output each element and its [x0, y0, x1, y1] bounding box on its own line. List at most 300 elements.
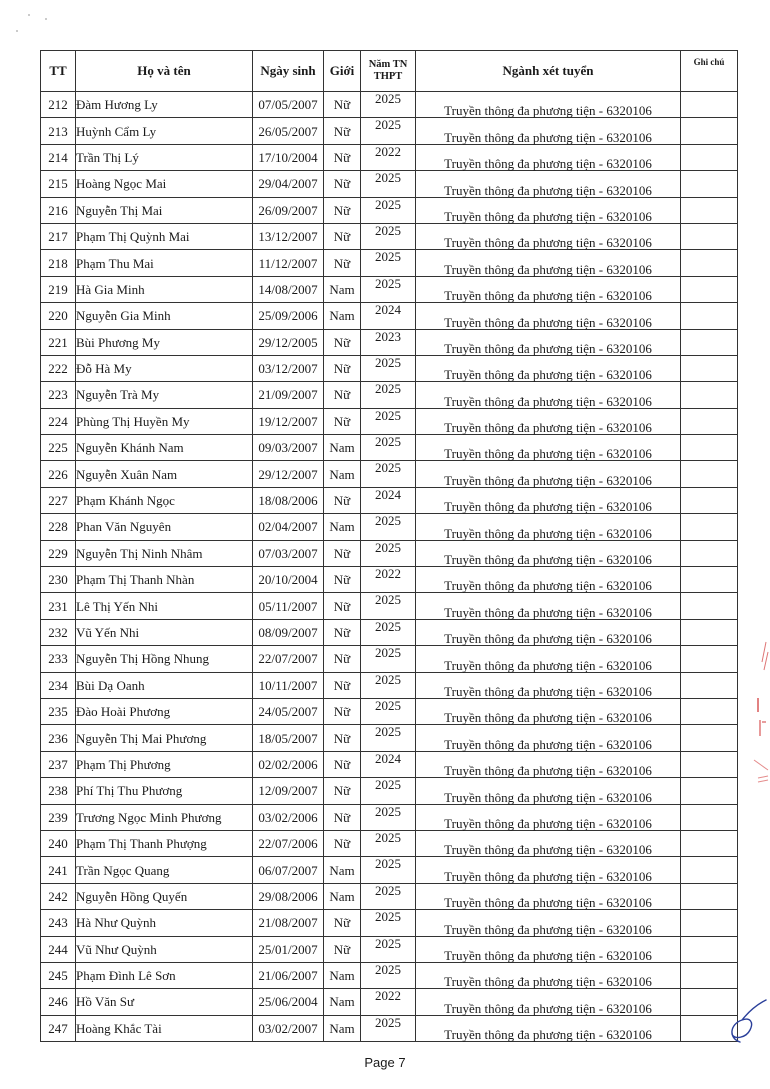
major-cell: Truyền thông đa phương tiện - 6320106	[416, 92, 681, 118]
graduation-year-cell: 2025	[361, 698, 416, 724]
row-number-cell: 241	[41, 857, 76, 883]
table-row	[41, 250, 738, 276]
row-number-cell: 240	[41, 830, 76, 856]
row-number-cell: 242	[41, 883, 76, 909]
major-cell: Truyền thông đa phương tiện - 6320106	[416, 619, 681, 645]
major-cell: Truyền thông đa phương tiện - 6320106	[416, 646, 681, 672]
graduation-year-cell: 2025	[361, 461, 416, 487]
gender-cell: Nữ	[324, 197, 361, 223]
graduation-year-cell: 2024	[361, 303, 416, 329]
row-number-cell: 224	[41, 408, 76, 434]
note-cell	[681, 461, 738, 487]
graduation-year-cell: 2022	[361, 989, 416, 1015]
major-cell: Truyền thông đa phương tiện - 6320106	[416, 250, 681, 276]
row-number-cell: 245	[41, 962, 76, 988]
table-row	[41, 830, 738, 856]
major-cell: Truyền thông đa phương tiện - 6320106	[416, 540, 681, 566]
major-cell: Truyền thông đa phương tiện - 6320106	[416, 989, 681, 1015]
gender-cell: Nam	[324, 857, 361, 883]
graduation-year-cell: 2025	[361, 92, 416, 118]
table-row	[41, 92, 738, 118]
table-body	[41, 92, 738, 1042]
note-cell	[681, 804, 738, 830]
gender-cell: Nữ	[324, 487, 361, 513]
major-cell: Truyền thông đa phương tiện - 6320106	[416, 883, 681, 909]
note-cell	[681, 171, 738, 197]
row-number-cell: 233	[41, 646, 76, 672]
header-sex: Giới	[324, 51, 361, 92]
graduation-year-cell: 2025	[361, 857, 416, 883]
date-of-birth-cell: 25/01/2007	[253, 936, 324, 962]
row-number-cell: 234	[41, 672, 76, 698]
gender-cell: Nữ	[324, 408, 361, 434]
candidate-name-cell: Bùi Phương My	[76, 329, 253, 355]
candidate-name-cell: Vũ Như Quỳnh	[76, 936, 253, 962]
major-cell: Truyền thông đa phương tiện - 6320106	[416, 962, 681, 988]
note-cell	[681, 751, 738, 777]
note-cell	[681, 197, 738, 223]
row-number-cell: 232	[41, 619, 76, 645]
header-graduation-year	[361, 51, 416, 92]
date-of-birth-cell: 11/12/2007	[253, 250, 324, 276]
candidate-name-cell: Đào Hoài Phương	[76, 698, 253, 724]
note-cell	[681, 382, 738, 408]
gender-cell: Nữ	[324, 751, 361, 777]
table-row	[41, 778, 738, 804]
major-cell: Truyền thông đa phương tiện - 6320106	[416, 197, 681, 223]
date-of-birth-cell: 13/12/2007	[253, 223, 324, 249]
row-number-cell: 227	[41, 487, 76, 513]
graduation-year-cell: 2022	[361, 567, 416, 593]
candidate-name-cell: Phạm Thu Mai	[76, 250, 253, 276]
graduation-year-cell: 2025	[361, 619, 416, 645]
gender-cell: Nữ	[324, 355, 361, 381]
candidate-name-cell: Hồ Văn Sư	[76, 989, 253, 1015]
row-number-cell: 215	[41, 171, 76, 197]
table-row	[41, 355, 738, 381]
candidate-name-cell: Nguyễn Gia Minh	[76, 303, 253, 329]
candidate-name-cell: Đỗ Hà My	[76, 355, 253, 381]
row-number-cell: 221	[41, 329, 76, 355]
candidate-name-cell: Nguyễn Xuân Nam	[76, 461, 253, 487]
table-row	[41, 461, 738, 487]
table-row	[41, 382, 738, 408]
date-of-birth-cell: 25/09/2006	[253, 303, 324, 329]
major-cell: Truyền thông đa phương tiện - 6320106	[416, 118, 681, 144]
row-number-cell: 223	[41, 382, 76, 408]
major-cell: Truyền thông đa phương tiện - 6320106	[416, 778, 681, 804]
candidate-name-cell: Phí Thị Thu Phương	[76, 778, 253, 804]
graduation-year-cell: 2023	[361, 329, 416, 355]
candidate-name-cell: Hoàng Ngọc Mai	[76, 171, 253, 197]
candidate-name-cell: Phạm Khánh Ngọc	[76, 487, 253, 513]
table-row	[41, 646, 738, 672]
candidate-name-cell: Phạm Thị Phương	[76, 751, 253, 777]
note-cell	[681, 435, 738, 461]
stamp-edge-marks	[748, 640, 770, 790]
note-cell	[681, 514, 738, 540]
gender-cell: Nam	[324, 1015, 361, 1041]
date-of-birth-cell: 17/10/2004	[253, 144, 324, 170]
scan-speck	[16, 30, 18, 32]
note-cell	[681, 936, 738, 962]
table-row	[41, 144, 738, 170]
table-row	[41, 1015, 738, 1041]
row-number-cell: 246	[41, 989, 76, 1015]
graduation-year-cell: 2025	[361, 408, 416, 434]
graduation-year-cell: 2025	[361, 830, 416, 856]
gender-cell: Nữ	[324, 778, 361, 804]
table-header	[41, 51, 738, 92]
table-row	[41, 118, 738, 144]
table-row	[41, 435, 738, 461]
row-number-cell: 228	[41, 514, 76, 540]
scan-speck	[28, 14, 30, 16]
row-number-cell: 235	[41, 698, 76, 724]
row-number-cell: 244	[41, 936, 76, 962]
major-cell: Truyền thông đa phương tiện - 6320106	[416, 382, 681, 408]
gender-cell: Nữ	[324, 329, 361, 355]
graduation-year-cell: 2025	[361, 672, 416, 698]
gender-cell: Nữ	[324, 910, 361, 936]
major-cell: Truyền thông đa phương tiện - 6320106	[416, 857, 681, 883]
major-cell: Truyền thông đa phương tiện - 6320106	[416, 303, 681, 329]
major-cell: Truyền thông đa phương tiện - 6320106	[416, 567, 681, 593]
note-cell	[681, 698, 738, 724]
page-number: Page 7	[364, 1055, 406, 1070]
gender-cell: Nam	[324, 989, 361, 1015]
date-of-birth-cell: 29/08/2006	[253, 883, 324, 909]
table-row	[41, 408, 738, 434]
graduation-year-cell: 2025	[361, 276, 416, 302]
gender-cell: Nữ	[324, 698, 361, 724]
candidate-name-cell: Trần Thị Lý	[76, 144, 253, 170]
candidate-name-cell: Hà Gia Minh	[76, 276, 253, 302]
gender-cell: Nữ	[324, 223, 361, 249]
date-of-birth-cell: 14/08/2007	[253, 276, 324, 302]
gender-cell: Nữ	[324, 936, 361, 962]
gender-cell: Nữ	[324, 540, 361, 566]
note-cell	[681, 355, 738, 381]
graduation-year-cell: 2025	[361, 514, 416, 540]
note-cell	[681, 567, 738, 593]
date-of-birth-cell: 25/06/2004	[253, 989, 324, 1015]
note-cell	[681, 883, 738, 909]
note-cell	[681, 144, 738, 170]
candidate-name-cell: Trần Ngọc Quang	[76, 857, 253, 883]
row-number-cell: 229	[41, 540, 76, 566]
note-cell	[681, 778, 738, 804]
date-of-birth-cell: 24/05/2007	[253, 698, 324, 724]
major-cell: Truyền thông đa phương tiện - 6320106	[416, 698, 681, 724]
table-row	[41, 303, 738, 329]
note-cell	[681, 593, 738, 619]
graduation-year-cell: 2025	[361, 646, 416, 672]
table-row	[41, 883, 738, 909]
date-of-birth-cell: 06/07/2007	[253, 857, 324, 883]
header-graduation-line2: THPT	[373, 71, 403, 82]
date-of-birth-cell: 21/06/2007	[253, 962, 324, 988]
major-cell: Truyền thông đa phương tiện - 6320106	[416, 461, 681, 487]
table-row	[41, 276, 738, 302]
date-of-birth-cell: 08/09/2007	[253, 619, 324, 645]
table-row	[41, 223, 738, 249]
candidate-name-cell: Phan Văn Nguyên	[76, 514, 253, 540]
table-row	[41, 619, 738, 645]
candidate-name-cell: Nguyễn Thị Mai	[76, 197, 253, 223]
note-cell	[681, 250, 738, 276]
candidate-name-cell: Hoàng Khắc Tài	[76, 1015, 253, 1041]
gender-cell: Nữ	[324, 646, 361, 672]
gender-cell: Nam	[324, 514, 361, 540]
row-number-cell: 231	[41, 593, 76, 619]
date-of-birth-cell: 09/03/2007	[253, 435, 324, 461]
date-of-birth-cell: 22/07/2006	[253, 830, 324, 856]
table-row	[41, 672, 738, 698]
note-cell	[681, 910, 738, 936]
date-of-birth-cell: 26/09/2007	[253, 197, 324, 223]
gender-cell: Nữ	[324, 830, 361, 856]
note-cell	[681, 540, 738, 566]
major-cell: Truyền thông đa phương tiện - 6320106	[416, 804, 681, 830]
candidate-name-cell: Nguyễn Trà My	[76, 382, 253, 408]
gender-cell: Nam	[324, 962, 361, 988]
table-row	[41, 804, 738, 830]
graduation-year-cell: 2025	[361, 1015, 416, 1041]
row-number-cell: 243	[41, 910, 76, 936]
gender-cell: Nam	[324, 883, 361, 909]
gender-cell: Nữ	[324, 144, 361, 170]
graduation-year-cell: 2025	[361, 962, 416, 988]
graduation-year-cell: 2025	[361, 936, 416, 962]
graduation-year-cell: 2025	[361, 725, 416, 751]
gender-cell: Nữ	[324, 382, 361, 408]
major-cell: Truyền thông đa phương tiện - 6320106	[416, 725, 681, 751]
candidate-name-cell: Trương Ngọc Minh Phương	[76, 804, 253, 830]
candidate-name-cell: Phạm Đình Lê Sơn	[76, 962, 253, 988]
date-of-birth-cell: 29/12/2005	[253, 329, 324, 355]
graduation-year-cell: 2025	[361, 223, 416, 249]
table-row	[41, 514, 738, 540]
gender-cell: Nữ	[324, 567, 361, 593]
date-of-birth-cell: 21/08/2007	[253, 910, 324, 936]
graduation-year-cell: 2025	[361, 593, 416, 619]
table-row	[41, 989, 738, 1015]
row-number-cell: 214	[41, 144, 76, 170]
major-cell: Truyền thông đa phương tiện - 6320106	[416, 223, 681, 249]
note-cell	[681, 223, 738, 249]
date-of-birth-cell: 29/04/2007	[253, 171, 324, 197]
graduation-year-cell: 2025	[361, 778, 416, 804]
row-number-cell: 217	[41, 223, 76, 249]
table-row	[41, 197, 738, 223]
table-row	[41, 725, 738, 751]
gender-cell: Nam	[324, 435, 361, 461]
graduation-year-cell: 2025	[361, 382, 416, 408]
major-cell: Truyền thông đa phương tiện - 6320106	[416, 329, 681, 355]
major-cell: Truyền thông đa phương tiện - 6320106	[416, 435, 681, 461]
date-of-birth-cell: 07/03/2007	[253, 540, 324, 566]
table-row	[41, 936, 738, 962]
graduation-year-cell: 2024	[361, 487, 416, 513]
candidate-table	[40, 50, 738, 1042]
graduation-year-cell: 2025	[361, 250, 416, 276]
gender-cell: Nam	[324, 461, 361, 487]
row-number-cell: 236	[41, 725, 76, 751]
candidate-name-cell: Hà Như Quỳnh	[76, 910, 253, 936]
candidate-name-cell: Nguyễn Hồng Quyến	[76, 883, 253, 909]
candidate-name-cell: Phạm Thị Thanh Phượng	[76, 830, 253, 856]
note-cell	[681, 857, 738, 883]
gender-cell: Nữ	[324, 593, 361, 619]
header-name: Họ và tên	[76, 51, 253, 92]
table-row	[41, 540, 738, 566]
row-number-cell: 247	[41, 1015, 76, 1041]
major-cell: Truyền thông đa phương tiện - 6320106	[416, 355, 681, 381]
candidate-name-cell: Phạm Thị Quỳnh Mai	[76, 223, 253, 249]
gender-cell: Nữ	[324, 92, 361, 118]
note-cell	[681, 619, 738, 645]
date-of-birth-cell: 26/05/2007	[253, 118, 324, 144]
table-row	[41, 567, 738, 593]
signature-mark	[720, 980, 768, 1050]
gender-cell: Nữ	[324, 171, 361, 197]
graduation-year-cell: 2025	[361, 883, 416, 909]
date-of-birth-cell: 18/08/2006	[253, 487, 324, 513]
table-row	[41, 910, 738, 936]
table-row	[41, 962, 738, 988]
note-cell	[681, 276, 738, 302]
gender-cell: Nữ	[324, 619, 361, 645]
graduation-year-cell: 2025	[361, 804, 416, 830]
gender-cell: Nữ	[324, 725, 361, 751]
header-dob: Ngày sinh	[253, 51, 324, 92]
date-of-birth-cell: 02/02/2006	[253, 751, 324, 777]
gender-cell: Nam	[324, 303, 361, 329]
candidate-name-cell: Huỳnh Cẩm Ly	[76, 118, 253, 144]
gender-cell: Nữ	[324, 250, 361, 276]
graduation-year-cell: 2025	[361, 118, 416, 144]
note-cell	[681, 672, 738, 698]
major-cell: Truyền thông đa phương tiện - 6320106	[416, 1015, 681, 1041]
candidate-name-cell: Phạm Thị Thanh Nhàn	[76, 567, 253, 593]
date-of-birth-cell: 21/09/2007	[253, 382, 324, 408]
table-row	[41, 593, 738, 619]
header-major: Ngành xét tuyển	[416, 51, 681, 92]
row-number-cell: 225	[41, 435, 76, 461]
major-cell: Truyền thông đa phương tiện - 6320106	[416, 276, 681, 302]
major-cell: Truyền thông đa phương tiện - 6320106	[416, 910, 681, 936]
candidate-name-cell: Vũ Yến Nhi	[76, 619, 253, 645]
major-cell: Truyền thông đa phương tiện - 6320106	[416, 830, 681, 856]
row-number-cell: 226	[41, 461, 76, 487]
row-number-cell: 237	[41, 751, 76, 777]
row-number-cell: 230	[41, 567, 76, 593]
major-cell: Truyền thông đa phương tiện - 6320106	[416, 171, 681, 197]
date-of-birth-cell: 03/02/2006	[253, 804, 324, 830]
header-tt: TT	[41, 51, 76, 92]
major-cell: Truyền thông đa phương tiện - 6320106	[416, 751, 681, 777]
row-number-cell: 238	[41, 778, 76, 804]
note-cell	[681, 118, 738, 144]
note-cell	[681, 329, 738, 355]
note-cell	[681, 646, 738, 672]
table-row	[41, 698, 738, 724]
major-cell: Truyền thông đa phương tiện - 6320106	[416, 487, 681, 513]
note-cell	[681, 408, 738, 434]
candidate-name-cell: Bùi Dạ Oanh	[76, 672, 253, 698]
header-graduation-line1: Năm TN	[368, 59, 408, 70]
major-cell: Truyền thông đa phương tiện - 6320106	[416, 514, 681, 540]
table-row	[41, 329, 738, 355]
candidate-name-cell: Nguyễn Thị Hồng Nhung	[76, 646, 253, 672]
scan-speck	[45, 18, 47, 20]
note-cell	[681, 725, 738, 751]
graduation-year-cell: 2025	[361, 435, 416, 461]
major-cell: Truyền thông đa phương tiện - 6320106	[416, 936, 681, 962]
date-of-birth-cell: 03/02/2007	[253, 1015, 324, 1041]
note-cell	[681, 830, 738, 856]
table-row	[41, 487, 738, 513]
row-number-cell: 222	[41, 355, 76, 381]
note-cell	[681, 92, 738, 118]
gender-cell: Nữ	[324, 672, 361, 698]
candidate-name-cell: Đàm Hương Ly	[76, 92, 253, 118]
date-of-birth-cell: 12/09/2007	[253, 778, 324, 804]
graduation-year-cell: 2025	[361, 355, 416, 381]
graduation-year-cell: 2022	[361, 144, 416, 170]
date-of-birth-cell: 03/12/2007	[253, 355, 324, 381]
date-of-birth-cell: 20/10/2004	[253, 567, 324, 593]
graduation-year-cell: 2025	[361, 197, 416, 223]
date-of-birth-cell: 05/11/2007	[253, 593, 324, 619]
gender-cell: Nữ	[324, 118, 361, 144]
row-number-cell: 219	[41, 276, 76, 302]
row-number-cell: 220	[41, 303, 76, 329]
note-cell	[681, 303, 738, 329]
major-cell: Truyền thông đa phương tiện - 6320106	[416, 672, 681, 698]
candidate-name-cell: Nguyễn Khánh Nam	[76, 435, 253, 461]
gender-cell: Nam	[324, 276, 361, 302]
table-row	[41, 751, 738, 777]
graduation-year-cell: 2024	[361, 751, 416, 777]
date-of-birth-cell: 10/11/2007	[253, 672, 324, 698]
major-cell: Truyền thông đa phương tiện - 6320106	[416, 144, 681, 170]
row-number-cell: 216	[41, 197, 76, 223]
candidate-name-cell: Nguyễn Thị Ninh Nhâm	[76, 540, 253, 566]
major-cell: Truyền thông đa phương tiện - 6320106	[416, 408, 681, 434]
row-number-cell: 218	[41, 250, 76, 276]
table-row	[41, 171, 738, 197]
candidate-name-cell: Nguyễn Thị Mai Phương	[76, 725, 253, 751]
header-note: Ghi chú	[681, 51, 738, 92]
date-of-birth-cell: 02/04/2007	[253, 514, 324, 540]
date-of-birth-cell: 29/12/2007	[253, 461, 324, 487]
row-number-cell: 212	[41, 92, 76, 118]
date-of-birth-cell: 22/07/2007	[253, 646, 324, 672]
date-of-birth-cell: 18/05/2007	[253, 725, 324, 751]
gender-cell: Nữ	[324, 804, 361, 830]
date-of-birth-cell: 19/12/2007	[253, 408, 324, 434]
graduation-year-cell: 2025	[361, 540, 416, 566]
row-number-cell: 213	[41, 118, 76, 144]
graduation-year-cell: 2025	[361, 171, 416, 197]
table-row	[41, 857, 738, 883]
graduation-year-cell: 2025	[361, 910, 416, 936]
candidate-name-cell: Lê Thị Yến Nhi	[76, 593, 253, 619]
date-of-birth-cell: 07/05/2007	[253, 92, 324, 118]
major-cell: Truyền thông đa phương tiện - 6320106	[416, 593, 681, 619]
